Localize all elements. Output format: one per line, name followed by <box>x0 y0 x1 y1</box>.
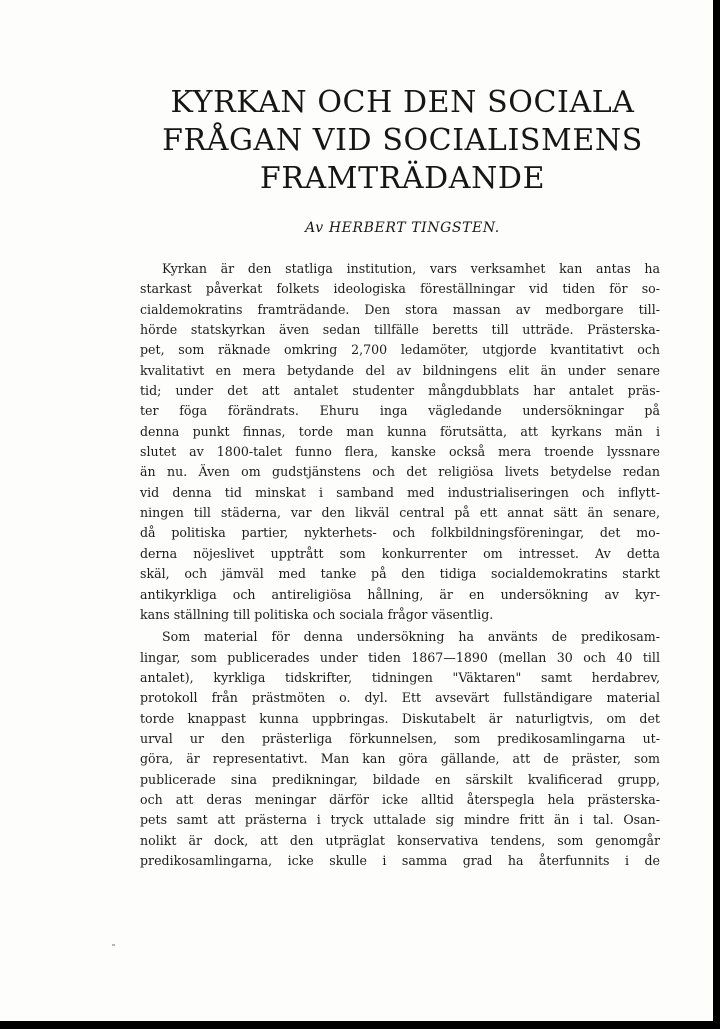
text-line: pets samt att prästerna i tryck uttalade sig mindre fritt än i tal. Osan- <box>140 812 660 828</box>
paragraph-1 <box>140 259 660 625</box>
text-line: kvalitativt en mera betydande del av bildningens elit än under senare <box>140 362 660 378</box>
text-line: Som material för denna undersökning ha använts de predikosam- <box>162 629 660 645</box>
text-line: ter föga förändrats. Ehuru inga vägledande undersökningar på <box>140 403 660 419</box>
text-line: göra, är representativt. Man kan göra gällande, att de präster, som <box>140 751 660 767</box>
text-line: Kyrkan är den statliga institution, vars verksamhet kan antas ha <box>162 261 660 276</box>
text-line: antikyrkliga och antireligiösa hållning, är en undersökning av kyr- <box>140 586 660 602</box>
text-line: denna punkt finnas, torde man kunna förutsätta, att kyrkans män i <box>140 423 660 439</box>
paragraph-2 <box>140 627 660 871</box>
title-line: KYRKAN OCH DEN SOCIALA <box>170 85 635 120</box>
text-line: predikosamlingarna, icke skulle i samma grad ha återfunnits i de <box>140 852 660 868</box>
text-line: cialdemokratins framträdande. Den stora massan av medborgare till- <box>140 301 660 317</box>
text-line: vid denna tid minskat i samband med industrialiseringen och inflytt- <box>140 484 660 500</box>
text-line: torde knappast kunna uppbringas. Diskutabelt är naturligtvis, om det <box>140 710 660 726</box>
title-line: FRAMTRÄDANDE <box>259 161 546 196</box>
text-line: urval ur den prästerliga förkunnelsen, som predikosamlingarna ut- <box>140 730 660 746</box>
text-line: starkast påverkat folkets ideologiska föreställningar vid tiden för so- <box>140 281 660 297</box>
text-line: och att deras meningar därför icke alltid återspegla hela prästerska- <box>140 791 660 807</box>
text-line: nolikt är dock, att den utpräglat konservativa tendens, som genomgår <box>140 832 660 848</box>
text-line: kans ställning till politiska och sociala frågor väsentlig. <box>140 606 494 622</box>
text-line: än nu. Även om gudstjänstens och det religiösa livets betydelse redan <box>140 464 660 480</box>
text-line: tid; under det att antalet studenter mångdubblats har antalet präs- <box>140 383 660 399</box>
text-line: lingar, som publicerades under tiden 1867—1890 (mellan 30 och 40 till <box>140 649 660 665</box>
text-line: antalet), kyrkliga tidskrifter, tidningen "Väktaren" samt herdabrev, <box>140 669 660 685</box>
article-body <box>140 259 660 871</box>
text-line: skäl, och jämväl med tanke på den tidiga socialdemokratins starkt <box>140 566 660 582</box>
scan-speck <box>112 944 115 946</box>
text-line: slutet av 1800-talet funno flera, kanske också mera troende lyssnare <box>140 444 660 460</box>
text-line: då politiska partier, nykterhets- och folkbildningsföreningar, det mo- <box>140 525 660 541</box>
text-line: derna nöjeslivet upptrått som konkurrenter om intresset. Av detta <box>140 545 660 561</box>
text-line: protokoll från prästmöten o. dyl. Ett avsevärt fullständigare material <box>140 690 660 706</box>
text-line: publicerade sina predikningar, bildade en särskilt kvalificerad grupp, <box>140 771 660 787</box>
title-line: FRÅGAN VID SOCIALISMENS <box>162 123 643 158</box>
text-line: pet, som räknade omkring 2,700 ledamöter, utgjorde kvantitativt och <box>140 342 660 358</box>
article-title <box>130 84 675 198</box>
text-line: ningen till städerna, var den likväl central på ett annat sätt än senare, <box>140 505 660 521</box>
author-byline: Av HERBERT TINGSTEN. <box>305 220 500 236</box>
text-line: hörde statskyrkan även sedan tillfälle beretts till utträde. Prästerska- <box>140 322 660 338</box>
